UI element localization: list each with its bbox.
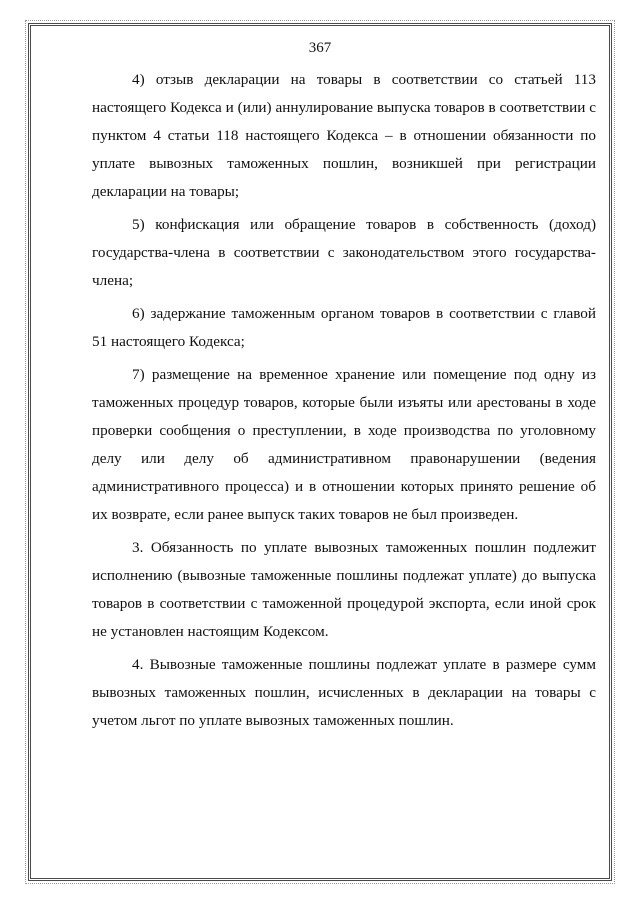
paragraph-clause-3: 3. Обязанность по уплате вывозных таможенных пошлин подлежит исполнению (вывозные таможенные пошлины подлежат уплате) до выпуска товаров в соответствии с таможенной процедурой экспорта, если иной срок не установлен настоящим Кодексом. xyxy=(92,539,596,640)
paragraph-item-5: 5) конфискация или обращение товаров в собственность (доход) государства-члена в соответствии с законодательством этого государства-члена; xyxy=(92,216,596,289)
paragraph-clause-4: 4. Вывозные таможенные пошлины подлежат уплате в размере сумм вывозных таможенных пошлин, исчисленных в декларации на товары с учетом льгот по уплате вывозных таможенных пошлин. xyxy=(92,656,596,729)
paragraph-item-7: 7) размещение на временное хранение или помещение под одну из таможенных процедур товаров, которые были изъяты или арестованы в ходе проверки сообщения о преступлении, в ходе производства по уголовному делу или делу об административном правонарушении (ведения административного процесса) и в отношении которых принято решение об их возврате, если ранее выпуск таких товаров не был произведен. xyxy=(92,366,596,523)
paragraph-item-4: 4) отзыв декларации на товары в соответствии со статьей 113 настоящего Кодекса и (или) аннулирование выпуска товаров в соответствии с пунктом 4 статьи 118 настоящего Кодекса – в отношении обязанности по уплате вывозных таможенных пошлин, возникшей при регистрации декларации на товары; xyxy=(92,71,596,200)
document-body xyxy=(92,66,596,740)
paragraph-item-6: 6) задержание таможенным органом товаров в соответствии с главой 51 настоящего Кодекса; xyxy=(92,305,596,350)
page-number: 367 xyxy=(308,40,332,56)
